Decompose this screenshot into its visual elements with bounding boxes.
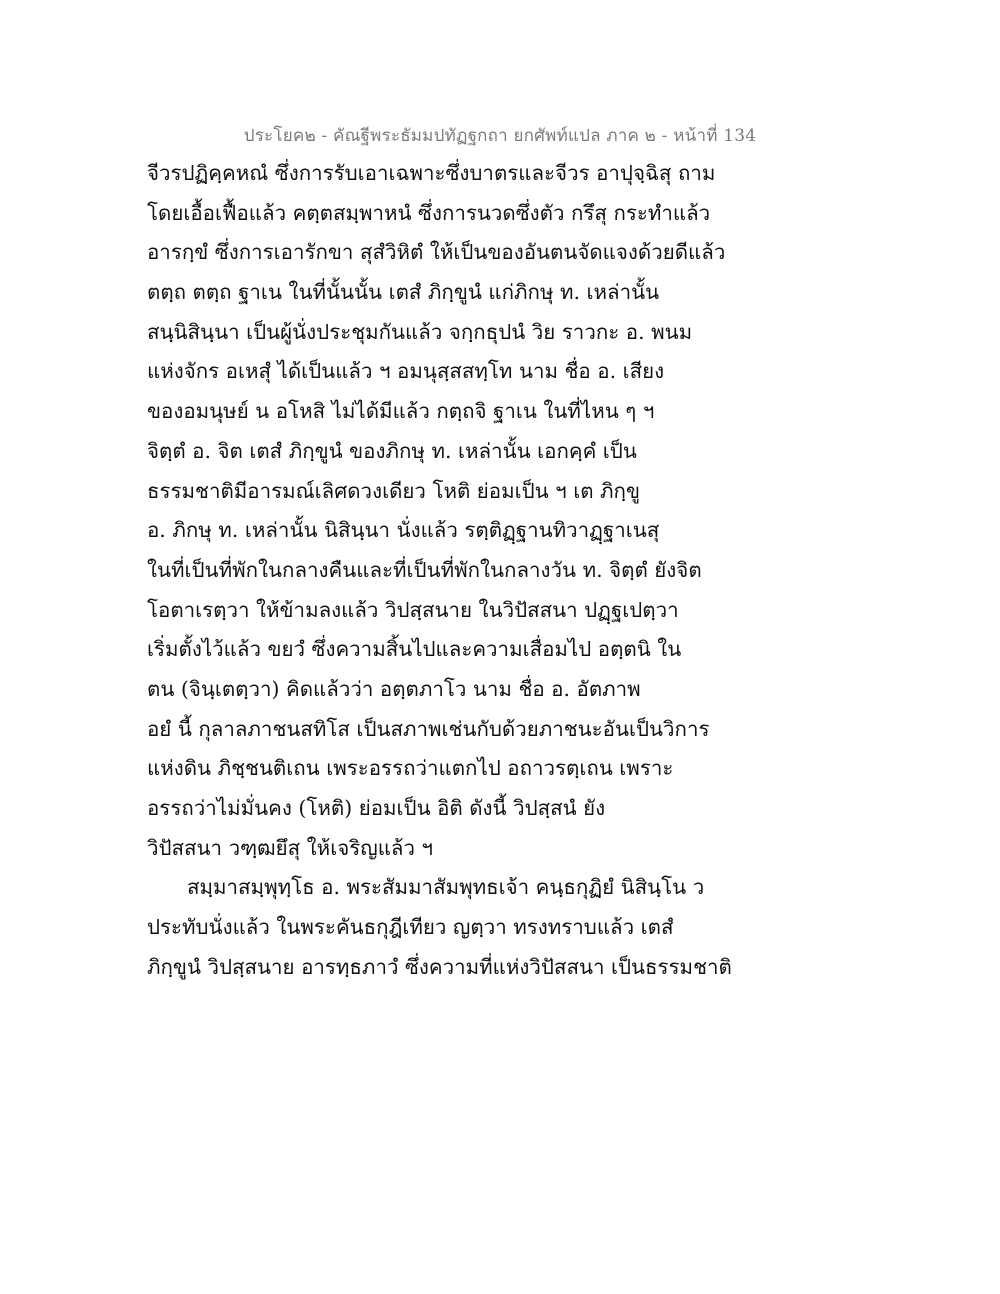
text-line: สนฺนิสินฺนา เป็นผู้นั่งประชุมกันแล้ว จกฺกธุปนํ วิย ราวกะ อ. พนม: [147, 319, 693, 344]
text-line: โอตาเรตฺวา ให้ข้ามลงแล้ว วิปสฺสนาย ในวิปัสสนา ปฏฺฐเปตฺวา: [147, 597, 679, 622]
text-line: ประทับนั่งแล้ว ในพระคันธกุฎีเทียว ญตฺวา ทรงทราบแล้ว เตสํ: [147, 915, 674, 940]
text-line: จีวรปฏิคฺคหณํ ซึ่งการรับเอาเฉพาะซึ่งบาตรและจีวร อาปุจฺฉิสุ ถาม: [147, 161, 716, 185]
text-line: ในที่เป็นที่พักในกลางคืนและที่เป็นที่พักในกลางวัน ท. จิตฺตํ ยังจิต: [147, 557, 702, 582]
text-line: อยํ นี้ กุลาลภาชนสทิโส เป็นสภาพเช่นกับด้วยภาชนะอันเป็นวิการ: [147, 716, 710, 741]
body-text: [147, 154, 847, 987]
text-line: ตตฺถ ตตฺถ ฐาเน ในที่นั้นนั้น เตสํ ภิกฺขูนํ แก่ภิกษุ ท. เหล่านั้น: [147, 280, 660, 305]
text-line: โดยเอื้อเฟื้อแล้ว คตฺตสมฺพาหนํ ซึ่งการนวดซึ่งตัว กรึสุ กระทำแล้ว: [147, 200, 711, 225]
text-line: ตน (จินฺเตตฺวา) คิดแล้วว่า อตฺตภาโว นาม ชื่อ อ. อัตภาพ: [147, 676, 641, 701]
text-line: อารกฺขํ ซึ่งการเอารักขา สุสํวิหิตํ ให้เป็นของอันตนจัดแจงด้วยดีแล้ว: [147, 240, 726, 265]
text-line: ของอมนุษย์ น อโหสิ ไม่ได้มีแล้ว กตฺถจิ ฐาเน ในที่ไหน ๆ ฯ: [147, 399, 655, 424]
paragraph-start-line: สมฺมาสมฺพุทฺโธ อ. พระสัมมาสัมพุทธเจ้า คนฺธกุฏิยํ นิสินฺโน ว: [187, 875, 705, 900]
text-line: เริ่มตั้งไว้แล้ว ขยวํ ซึ่งความสิ้นไปและความเสื่อมไป อตฺตนิ ใน: [147, 637, 682, 662]
text-line: วิปัสสนา วฑฺฒยึสุ ให้เจริญแล้ว ฯ: [147, 835, 434, 860]
text-line: ธรรมชาติมีอารมณ์เลิศดวงเดียว โหติ ย่อมเป็น ฯ เต ภิกฺขู: [147, 478, 640, 503]
text-line: อ. ภิกษุ ท. เหล่านั้น นิสินฺนา นั่งแล้ว รตฺติฏฺฐานทิวาฏฺฐาเนสุ: [147, 518, 660, 543]
text-line: แห่งดิน ภิชฺชนติเถน เพระอรรถว่าแตกไป อถาวรตฺเถน เพราะ: [147, 756, 674, 781]
text-line: อรรถว่าไม่มั่นคง (โหติ) ย่อมเป็น อิติ ดังนี้ วิปสฺสนํ ยัง: [147, 796, 606, 820]
text-line: ภิกฺขูนํ วิปสฺสนาย อารทฺธภาวํ ซึ่งความที่แห่งวิปัสสนา เป็นธรรมชาติ: [147, 954, 732, 979]
text-line: แห่งจักร อเหสุํ ได้เป็นแล้ว ฯ อมนุสฺสสทฺโท นาม ชื่อ อ. เสียง: [147, 359, 665, 384]
running-header: ประโยค๒ - คัณฐีพระธัมมปทัฏฐกถา ยกศัพท์แปล ภาค ๒ - หน้าที่ 134: [243, 126, 757, 146]
text-line: จิตฺตํ อ. จิต เตสํ ภิกฺขูนํ ของภิกษุ ท. เหล่านั้น เอกคฺคํ เป็น: [147, 438, 637, 463]
